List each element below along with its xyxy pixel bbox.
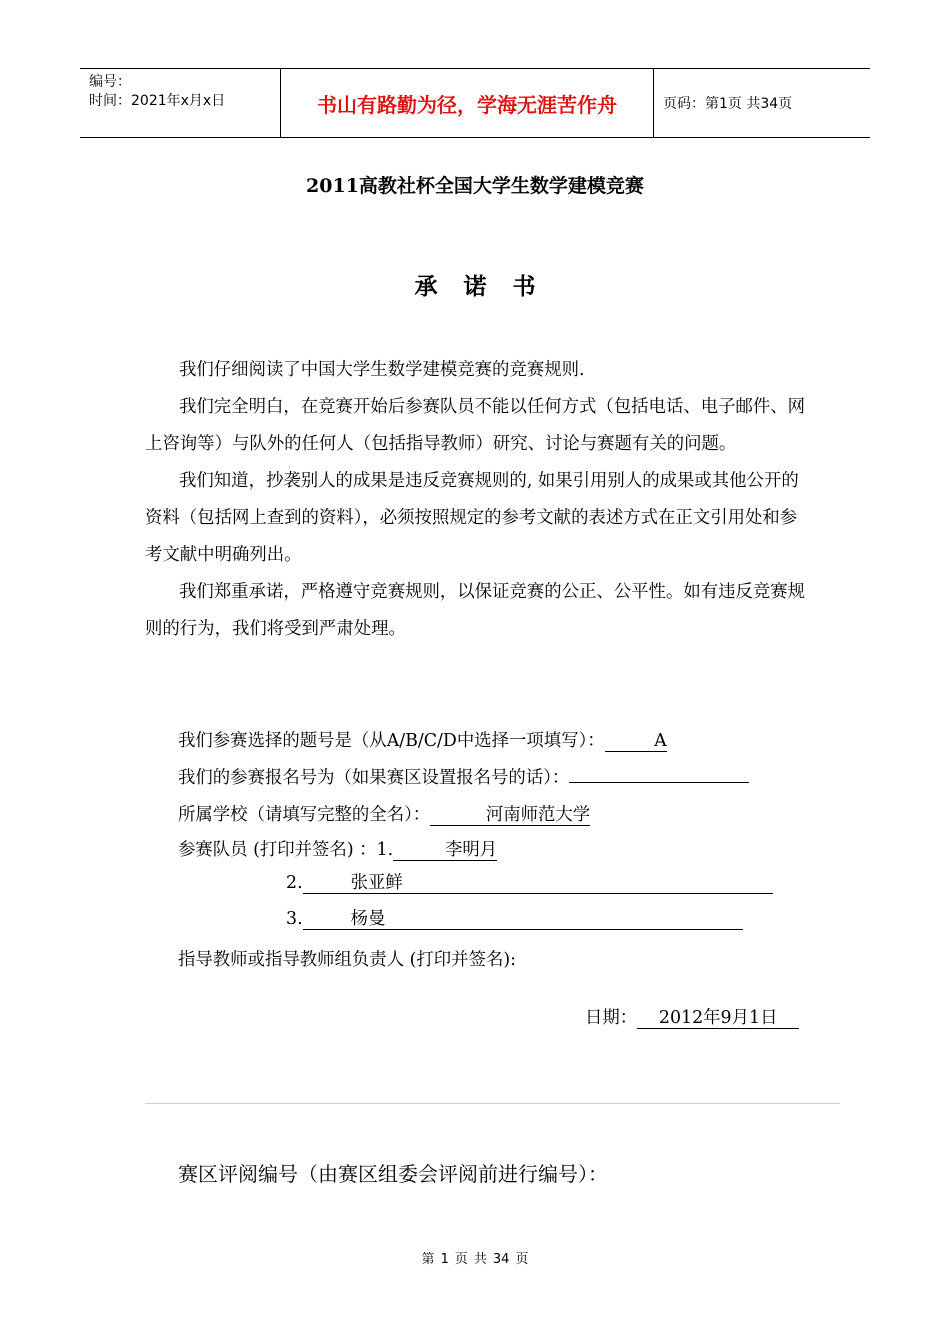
footer-total-prefix: 共 (473, 1252, 487, 1267)
number-label: 编号： (89, 74, 131, 90)
footer-total-pages: 34 (492, 1252, 510, 1267)
member-name-field[interactable]: 张亚鲜 (303, 873, 773, 894)
members-row (178, 835, 497, 861)
page-info: 页码：第1页 共34页 (663, 96, 793, 112)
problem-field[interactable]: A (605, 731, 667, 752)
member-row (286, 873, 773, 894)
registration-label: 我们的参赛报名号为（如果赛区设置报名号的话）： (178, 768, 570, 788)
date-field[interactable]: 2012年9月1日 (637, 1008, 799, 1029)
date-row (585, 1003, 799, 1029)
footer-page-number: 1 (440, 1252, 449, 1267)
footer-suffix: 页 (515, 1252, 529, 1267)
footer-page-unit: 页 (454, 1252, 468, 1267)
member-name-field[interactable]: 李明月 (393, 840, 497, 861)
page-header (80, 68, 870, 138)
pledge-paragraph: 我们郑重承诺，严格遵守竞赛规则，以保证竞赛的公正、公平性。如有违反竞赛规则的行为，我们将受到严肃处理。 (145, 582, 806, 639)
member-row (286, 909, 743, 930)
page-footer (0, 1248, 950, 1267)
time-label: 时间：2021年x月x日 (89, 93, 226, 109)
member-number: 3. (286, 909, 303, 929)
date-label: 日期： (585, 1008, 638, 1028)
pledge-body (145, 352, 809, 648)
advisor-label: 指导教师或指导教师组负责人 (打印并签名): (178, 950, 516, 970)
competition-title: 2011高教社杯全国大学生数学建模竞赛 (306, 175, 644, 197)
document-title: 承诺书 (414, 273, 562, 300)
pledge-paragraph: 我们仔细阅读了中国大学生数学建模竞赛的竞赛规则. (179, 360, 585, 380)
members-label: 参赛队员 (打印并签名) ： (178, 840, 377, 860)
problem-row (178, 726, 667, 752)
advisor-row (178, 945, 516, 970)
review-number-label: 赛区评阅编号（由赛区组委会评阅前进行编号）： (178, 1162, 608, 1186)
school-field[interactable]: 河南师范大学 (430, 805, 590, 826)
member-number: 2. (286, 873, 303, 893)
member-name-field[interactable]: 杨曼 (303, 909, 743, 930)
registration-row (178, 763, 749, 788)
registration-field[interactable] (569, 782, 749, 783)
section-divider (145, 1103, 840, 1104)
member-number: 1. (376, 840, 394, 860)
school-row (178, 800, 590, 826)
problem-label: 我们参赛选择的题号是（从A/B/C/D中选择一项填写）： (178, 731, 605, 751)
pledge-paragraph: 我们完全明白，在竞赛开始后参赛队员不能以任何方式（包括电话、电子邮件、网上咨询等）与队外的任何人（包括指导教师）研究、讨论与赛题有关的问题。 (145, 397, 806, 454)
header-info-cell (80, 69, 281, 137)
school-label: 所属学校（请填写完整的全名）： (178, 805, 431, 825)
pledge-paragraph: 我们知道，抄袭别人的成果是违反竞赛规则的, 如果引用别人的成果或其他公开的资料（包括网上查到的资料），必须按照规定的参考文献的表述方式在正文引用处和参考文献中明确列出。 (145, 471, 799, 565)
footer-prefix: 第 (421, 1252, 435, 1267)
motto-text: 书山有路勤为径，学海无涯苦作舟 (281, 69, 654, 137)
